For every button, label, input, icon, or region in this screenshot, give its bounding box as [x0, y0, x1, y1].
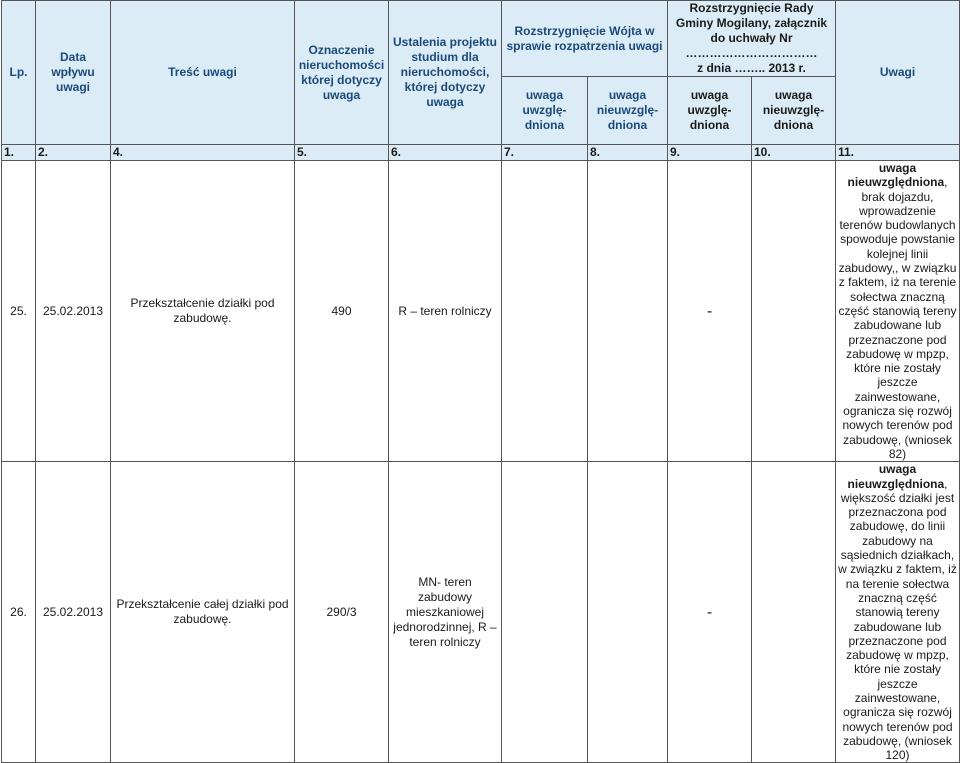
remark-body: , brak dojazdu, wprowadzenie terenów budowlanych spowoduje powstanie kolejnej linii zabudowy,, w związku z faktem, iż na terenie sołectwa znaczną część stanowią tereny zabudowane lub przeznaczone pod zabudowę w mpzp, które nie zostały jeszcze zainwestowane, ogranicza się rozwój nowych terenów pod zabudowę, (wniosek 82)	[838, 175, 957, 461]
colnum: 2.	[36, 145, 111, 161]
header-rozstrzygniecie-wojta: Rozstrzygnięcie Wójta w sprawie rozpatrzenia uwagi	[502, 1, 668, 77]
rada-title-date: z dnia …….. 2013 r.	[697, 61, 806, 75]
row-dzialka: 290/3	[295, 462, 389, 763]
table-row	[2, 161, 960, 462]
colnum: 7.	[502, 145, 588, 161]
row-tresc: Przekształcenie działki pod zabudowę.	[111, 161, 295, 462]
header-ustalenia: Ustalenia projektu studium dla nieruchomości, której dotyczy uwaga	[389, 1, 502, 145]
table-row	[2, 462, 960, 763]
row-wojt-uwzgl	[502, 161, 588, 462]
row-wojt-nieuwzgl	[588, 462, 668, 763]
comments-table	[1, 0, 960, 763]
row-remark	[836, 161, 960, 462]
row-tresc: Przekształcenie całej działki pod zabudowę.	[111, 462, 295, 763]
remark-lead: uwaga nieuwzględniona	[847, 462, 945, 491]
row-date: 25.02.2013	[36, 161, 111, 462]
row-dzialka: 490	[295, 161, 389, 462]
row-wojt-nieuwzgl	[588, 161, 668, 462]
colnum: 4.	[111, 145, 295, 161]
row-rada-uwzgl: -	[668, 462, 752, 763]
row-ustalenia: R – teren rolniczy	[389, 161, 502, 462]
header-rada-uwzgledniona: uwaga uwzglę- dniona	[668, 77, 752, 145]
row-lp: 26.	[2, 462, 36, 763]
row-date: 25.02.2013	[36, 462, 111, 763]
header-rada-nieuwzgledniona: uwaga nieuwzglę- dniona	[752, 77, 836, 145]
colnum: 9.	[668, 145, 752, 161]
header-data-wplywu: Data wpływu uwagi	[36, 1, 111, 145]
remark-lead: uwaga nieuwzględniona	[847, 161, 945, 190]
header-oznaczenie: Oznaczenie nieruchomości której dotyczy uwaga	[295, 1, 389, 145]
row-lp: 25.	[2, 161, 36, 462]
header-uwagi: Uwagi	[836, 1, 960, 145]
rada-title-line1: Rozstrzygnięcie Rady Gminy Mogilany, załącznik do uchwały Nr	[675, 1, 828, 45]
row-rada-uwzgl: -	[668, 161, 752, 462]
header-lp: Lp.	[2, 1, 36, 145]
rada-title-dots: ……………………………	[685, 46, 818, 60]
colnum: 5.	[295, 145, 389, 161]
row-rada-nieuwzgl	[752, 462, 836, 763]
colnum: 11.	[836, 145, 960, 161]
remark-body: , większość działki jest przeznaczona pod zabudowę, do linii zabudowy na sąsiednich działkach, w związku z faktem, iż na terenie sołectwa znaczną część stanowią tereny zabudowane lub przeznaczone pod zabudowę w mpzp, które nie zostały jeszcze zainwestowane, ogranicza się rozwój nowych terenów pod zabudowę, (wniosek 120)	[838, 476, 957, 763]
row-wojt-uwzgl	[502, 462, 588, 763]
row-rada-nieuwzgl	[752, 161, 836, 462]
colnum: 8.	[588, 145, 668, 161]
colnum: 10.	[752, 145, 836, 161]
header-wojt-uwzgledniona: uwaga uwzglę- dniona	[502, 77, 588, 145]
header-wojt-nieuwzgledniona: uwaga nieuwzglę- dniona	[588, 77, 668, 145]
colnum: 6.	[389, 145, 502, 161]
row-remark	[836, 462, 960, 763]
colnum: 1.	[2, 145, 36, 161]
header-rozstrzygniecie-rady	[668, 1, 836, 77]
header-tresc-uwagi: Treść uwagi	[111, 1, 295, 145]
row-ustalenia: MN- teren zabudowy mieszkaniowej jednorodzinnej, R – teren rolniczy	[389, 462, 502, 763]
